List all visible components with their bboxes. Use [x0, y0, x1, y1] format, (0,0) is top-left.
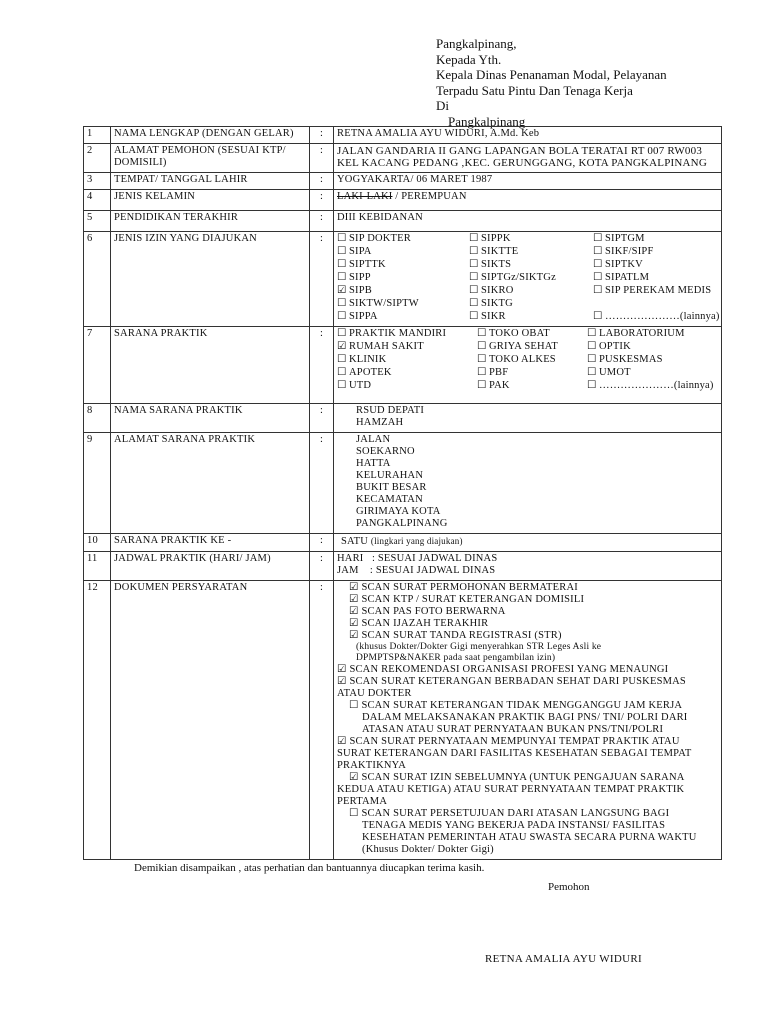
permit-option	[593, 285, 743, 297]
permit-option	[337, 272, 469, 284]
facility-option	[477, 380, 587, 392]
document-item: ☑ SCAN SURAT PERMOHONAN BERMATERAI	[349, 582, 578, 593]
checkbox-icon: ☐	[337, 298, 347, 309]
education-value: DIII KEBIDANAN	[334, 211, 722, 232]
row-number: 8	[84, 404, 111, 433]
checkbox-icon: ☐	[469, 259, 479, 270]
permit-option	[469, 311, 593, 323]
row-number: 4	[84, 190, 111, 211]
colon: :	[310, 232, 334, 327]
checkbox-icon: ☐	[469, 311, 479, 322]
facility-option	[337, 380, 477, 392]
document-item: ☑ SCAN SURAT TANDA REGISTRASI (STR)	[349, 630, 562, 641]
row-number: 1	[84, 127, 111, 144]
checkbox-icon: ☐	[477, 354, 487, 365]
gender-selected: / PEREMPUAN	[392, 191, 467, 202]
permit-option-label: SIPTTK	[349, 259, 386, 270]
checkbox-icon: ☐	[337, 272, 347, 283]
closing-statement: Demikian disampaikan , atas perhatian dan bantuannya diucapkan terima kasih.	[134, 862, 485, 874]
checkbox-icon: ☐	[587, 341, 597, 352]
checkbox-icon: ☐	[477, 341, 487, 352]
colon: :	[310, 404, 334, 433]
colon: :	[310, 552, 334, 581]
facility-type-options	[334, 327, 722, 404]
address-line: HATTA	[356, 458, 391, 469]
header-city: Pangkalpinang	[448, 113, 526, 129]
colon: :	[310, 327, 334, 404]
header-to: Kepada Yth.	[436, 51, 502, 67]
field-label: ALAMAT PEMOHON (SESUAI KTP/ DOMISILI)	[111, 144, 310, 173]
facility-option-label: PUSKESMAS	[599, 354, 663, 365]
field-label: DOKUMEN PERSYARATAN	[111, 581, 310, 860]
permit-type-options	[334, 232, 722, 327]
checkbox-icon: ☐	[593, 311, 603, 322]
document-item-cont: ATASAN ATAU SURAT PERNYATAAN BUKAN PNS/TNI/POLRI	[362, 724, 664, 735]
table-row	[84, 552, 722, 581]
checkbox-icon: ☐	[593, 259, 603, 270]
document-item-cont: DALAM MELAKSANAKAN PRAKTIK BAGI PNS/ TNI/ POLRI DARI	[362, 712, 688, 723]
facility-option	[337, 354, 477, 366]
document-item: ☑ SCAN KTP / SURAT KETERANGAN DOMISILI	[349, 594, 585, 605]
checkbox-icon: ☐	[337, 380, 347, 391]
practice-order: SATU	[341, 536, 369, 547]
facility-name-line: HAMZAH	[356, 417, 404, 428]
checkbox-icon: ☐	[469, 272, 479, 283]
address-value: JALAN GANDARIA II GANG LAPANGAN BOLA TERATAI RT 007 RW003 KEL KACANG PEDANG ,KEC. GERUNGGANG, KOTA PANGKALPINANG	[334, 144, 722, 173]
permit-option	[593, 259, 743, 271]
permit-option	[593, 233, 743, 245]
facility-option-label: PBF	[489, 367, 509, 378]
table-row	[84, 127, 722, 144]
facility-option	[477, 367, 587, 379]
facility-option	[337, 341, 477, 353]
permit-options-grid	[337, 233, 718, 323]
field-label: JADWAL PRAKTIK (HARI/ JAM)	[111, 552, 310, 581]
checkbox-icon: ☐	[469, 298, 479, 309]
address-line: PANGKALPINANG	[356, 518, 448, 529]
schedule-day: HARI : SESUAI JADWAL DINAS	[337, 553, 498, 564]
permit-option	[469, 272, 593, 284]
gender-struck: LAKI-LAKI	[337, 191, 393, 202]
checkbox-icon: ☐	[593, 246, 603, 257]
field-label: JENIS KELAMIN	[111, 190, 310, 211]
field-label: ALAMAT SARANA PRAKTIK	[111, 433, 310, 534]
header-office-line-2: Terpadu Satu Pintu Dan Tenaga Kerja	[436, 82, 633, 98]
facility-option-label: OPTIK	[599, 341, 631, 352]
permit-option-label: SIPTKV	[605, 259, 643, 270]
permit-option-label: SIKTS	[481, 259, 512, 270]
permit-option-label: SIP PEREKAM MEDIS	[605, 285, 712, 296]
permit-option	[593, 298, 743, 310]
address-line: GIRIMAYA KOTA	[356, 506, 441, 517]
document-item: ☑ SCAN SURAT PERNYATAAN MEMPUNYAI TEMPAT PRAKTIK ATAU	[337, 736, 680, 747]
permit-option	[469, 259, 593, 271]
facility-option	[337, 367, 477, 379]
row-number: 9	[84, 433, 111, 534]
facility-option	[587, 328, 737, 340]
address-line: JALAN	[356, 434, 391, 445]
permit-option	[337, 246, 469, 258]
row-number: 6	[84, 232, 111, 327]
facility-option	[337, 328, 477, 340]
facility-option-label: PRAKTIK MANDIRI	[349, 328, 447, 339]
document-note: (khusus Dokter/Dokter Gigi menyerahkan STR Leges Asli ke	[356, 642, 602, 652]
permit-option-label: SIKRO	[481, 285, 514, 296]
permit-option-label: SIKR	[481, 311, 506, 322]
facility-option-label: …………………(lainnya)	[599, 380, 714, 391]
checkbox-icon: ☐	[593, 285, 603, 296]
checkbox-icon: ☐	[337, 354, 347, 365]
row-number: 5	[84, 211, 111, 232]
table-row	[84, 173, 722, 190]
document-item-cont: PRAKTIKNYA	[337, 760, 407, 771]
checkbox-icon: ☐	[477, 328, 487, 339]
colon: :	[310, 173, 334, 190]
applicant-label: Pemohon	[548, 881, 590, 893]
colon: :	[310, 190, 334, 211]
header-office-line-1: Kepala Dinas Penanaman Modal, Pelayanan	[436, 67, 667, 82]
facility-option-label: APOTEK	[349, 367, 392, 378]
checkbox-icon: ☐	[469, 233, 479, 244]
facility-option	[477, 328, 587, 340]
document-item: ☑ SCAN PAS FOTO BERWARNA	[349, 606, 506, 617]
checkbox-icon: ☑	[337, 341, 347, 352]
row-number: 11	[84, 552, 111, 581]
required-documents	[334, 581, 722, 860]
checkbox-icon: ☐	[593, 233, 603, 244]
checkbox-icon: ☐	[469, 246, 479, 257]
checkbox-icon: ☐	[337, 233, 347, 244]
practice-order-note: (lingkari yang diajukan)	[370, 536, 463, 546]
permit-option	[337, 298, 469, 310]
table-row	[84, 232, 722, 327]
permit-option-label: …………………(lainnya)	[605, 311, 720, 322]
facility-options-grid	[337, 328, 718, 392]
permit-option-label: SIKF/SIPF	[605, 246, 654, 257]
table-row	[84, 144, 722, 173]
schedule-hour: JAM : SESUAI JADWAL DINAS	[337, 565, 496, 576]
permit-option-label: SIPTGM	[605, 233, 645, 244]
row-number: 7	[84, 327, 111, 404]
checkbox-icon: ☐	[593, 272, 603, 283]
facility-option-label: PAK	[489, 380, 510, 391]
letter-header	[436, 36, 667, 129]
facility-option	[477, 341, 587, 353]
field-label: TEMPAT/ TANGGAL LAHIR	[111, 173, 310, 190]
facility-option-label: TOKO OBAT	[489, 328, 550, 339]
permit-option-label: SIPA	[349, 246, 372, 257]
signature-name: RETNA AMALIA AYU WIDURI	[485, 953, 642, 965]
address-line: KECAMATAN	[356, 494, 423, 505]
permit-option-label: SIKTTE	[481, 246, 519, 257]
document-item-cont: PERTAMA	[337, 796, 388, 807]
document-item: ☑ SCAN SURAT IZIN SEBELUMNYA (UNTUK PENGAJUAN SARANA	[349, 772, 685, 783]
table-row	[84, 190, 722, 211]
colon: :	[310, 534, 334, 552]
document-item: ☐ SCAN SURAT KETERANGAN TIDAK MENGGANGGU JAM KERJA	[349, 700, 683, 711]
table-row	[84, 534, 722, 552]
schedule-value	[334, 552, 722, 581]
checkbox-icon: ☐	[587, 354, 597, 365]
address-line: KELURAHAN	[356, 470, 424, 481]
facility-option	[477, 354, 587, 366]
permit-option-label: SIKTG	[481, 298, 513, 309]
colon: :	[310, 581, 334, 860]
field-label: PENDIDIKAN TERAKHIR	[111, 211, 310, 232]
address-line: SOEKARNO	[356, 446, 415, 457]
checkbox-icon: ☐	[337, 311, 347, 322]
facility-option-label: UTD	[349, 380, 372, 391]
permit-option-label: SIPATLM	[605, 272, 650, 283]
address-line: BUKIT BESAR	[356, 482, 427, 493]
field-label: JENIS IZIN YANG DIAJUKAN	[111, 232, 310, 327]
facility-option-label: LABORATORIUM	[599, 328, 685, 339]
row-number: 2	[84, 144, 111, 173]
document-note: DPMPTSP&NAKER pada saat pengambilan izin)	[356, 653, 556, 663]
document-item: ☑ SCAN IJAZAH TERAKHIR	[349, 618, 489, 629]
checkbox-icon: ☐	[587, 328, 597, 339]
permit-option	[469, 285, 593, 297]
document-item-cont: (Khusus Dokter/ Dokter Gigi)	[362, 844, 494, 855]
checkbox-icon: ☐	[477, 380, 487, 391]
permit-option	[337, 285, 469, 297]
permit-option	[593, 311, 743, 323]
document-item-cont: KESEHATAN PEMERINTAH ATAU SWASTA SECARA PURNA WAKTU	[362, 832, 697, 843]
header-at: Di	[436, 98, 449, 113]
facility-address-value	[334, 433, 722, 534]
permit-option-label: SIPB	[349, 285, 372, 296]
field-label: SARANA PRAKTIK KE -	[111, 534, 310, 552]
permit-option-label: SIPP	[349, 272, 371, 283]
document-item-cont: ATAU DOKTER	[337, 688, 412, 699]
field-label: NAMA SARANA PRAKTIK	[111, 404, 310, 433]
colon: :	[310, 144, 334, 173]
facility-option-label: RUMAH SAKIT	[349, 341, 424, 352]
checkbox-icon: ☐	[469, 285, 479, 296]
facility-option	[587, 367, 737, 379]
checkbox-icon: ☐	[337, 367, 347, 378]
colon: :	[310, 433, 334, 534]
checkbox-icon: ☐	[587, 367, 597, 378]
application-form-table	[83, 126, 722, 860]
permit-option	[469, 233, 593, 245]
permit-option	[593, 272, 743, 284]
permit-option	[337, 233, 469, 245]
permit-option	[337, 311, 469, 323]
gender-value	[334, 190, 722, 211]
permit-option	[337, 259, 469, 271]
row-number: 12	[84, 581, 111, 860]
permit-option-label: SIPTGz/SIKTGz	[481, 272, 556, 283]
checkbox-icon: ☐	[587, 380, 597, 391]
permit-option-label: SIKTW/SIPTW	[349, 298, 419, 309]
facility-option	[587, 341, 737, 353]
checkbox-icon: ☑	[337, 285, 347, 296]
document-item-cont: SURAT KETERANGAN DARI FASILITAS KESEHATAN SEBAGAI TEMPAT	[337, 748, 692, 759]
permit-option-label: SIPPA	[349, 311, 378, 322]
facility-option-label: KLINIK	[349, 354, 387, 365]
checkbox-icon: ☐	[477, 367, 487, 378]
facility-option-label: TOKO ALKES	[489, 354, 556, 365]
document-item: ☑ SCAN REKOMENDASI ORGANISASI PROFESI YANG MENAUNGI	[337, 664, 669, 675]
facility-option-label: GRIYA SEHAT	[489, 341, 558, 352]
full-name-value: RETNA AMALIA AYU WIDURI, A.Md. Keb	[334, 127, 722, 144]
permit-option-label: SIPPK	[481, 233, 511, 244]
practice-order-value	[334, 534, 722, 552]
table-row	[84, 581, 722, 860]
facility-option-label: UMOT	[599, 367, 631, 378]
document-item-cont: KEDUA ATAU KETIGA) ATAU SURAT PERNYATAAN TEMPAT PRAKTIK	[337, 784, 685, 795]
table-row	[84, 327, 722, 404]
field-label: SARANA PRAKTIK	[111, 327, 310, 404]
document-item: ☐ SCAN SURAT PERSETUJUAN DARI ATASAN LANGSUNG BAGI	[349, 808, 670, 819]
permit-option-label: SIP DOKTER	[349, 233, 411, 244]
table-row	[84, 211, 722, 232]
permit-option	[469, 246, 593, 258]
permit-option	[469, 298, 593, 310]
permit-option	[593, 246, 743, 258]
colon: :	[310, 211, 334, 232]
facility-name-value	[334, 404, 722, 433]
row-number: 3	[84, 173, 111, 190]
header-place: Pangkalpinang,	[436, 36, 517, 51]
row-number: 10	[84, 534, 111, 552]
facility-option	[587, 354, 737, 366]
birth-value: YOGYAKARTA/ 06 MARET 1987	[334, 173, 722, 190]
table-row	[84, 433, 722, 534]
checkbox-icon: ☐	[337, 259, 347, 270]
checkbox-icon: ☐	[337, 246, 347, 257]
document-item-cont: TENAGA MEDIS YANG BEKERJA PADA INSTANSI/ FASILITAS	[362, 820, 666, 831]
field-label: NAMA LENGKAP (DENGAN GELAR)	[111, 127, 310, 144]
checkbox-icon: ☐	[337, 328, 347, 339]
document-item: ☑ SCAN SURAT KETERANGAN BERBADAN SEHAT DARI PUSKESMAS	[337, 676, 686, 687]
facility-option	[587, 380, 737, 392]
facility-name-line: RSUD DEPATI	[356, 405, 425, 416]
colon: :	[310, 127, 334, 144]
table-row	[84, 404, 722, 433]
